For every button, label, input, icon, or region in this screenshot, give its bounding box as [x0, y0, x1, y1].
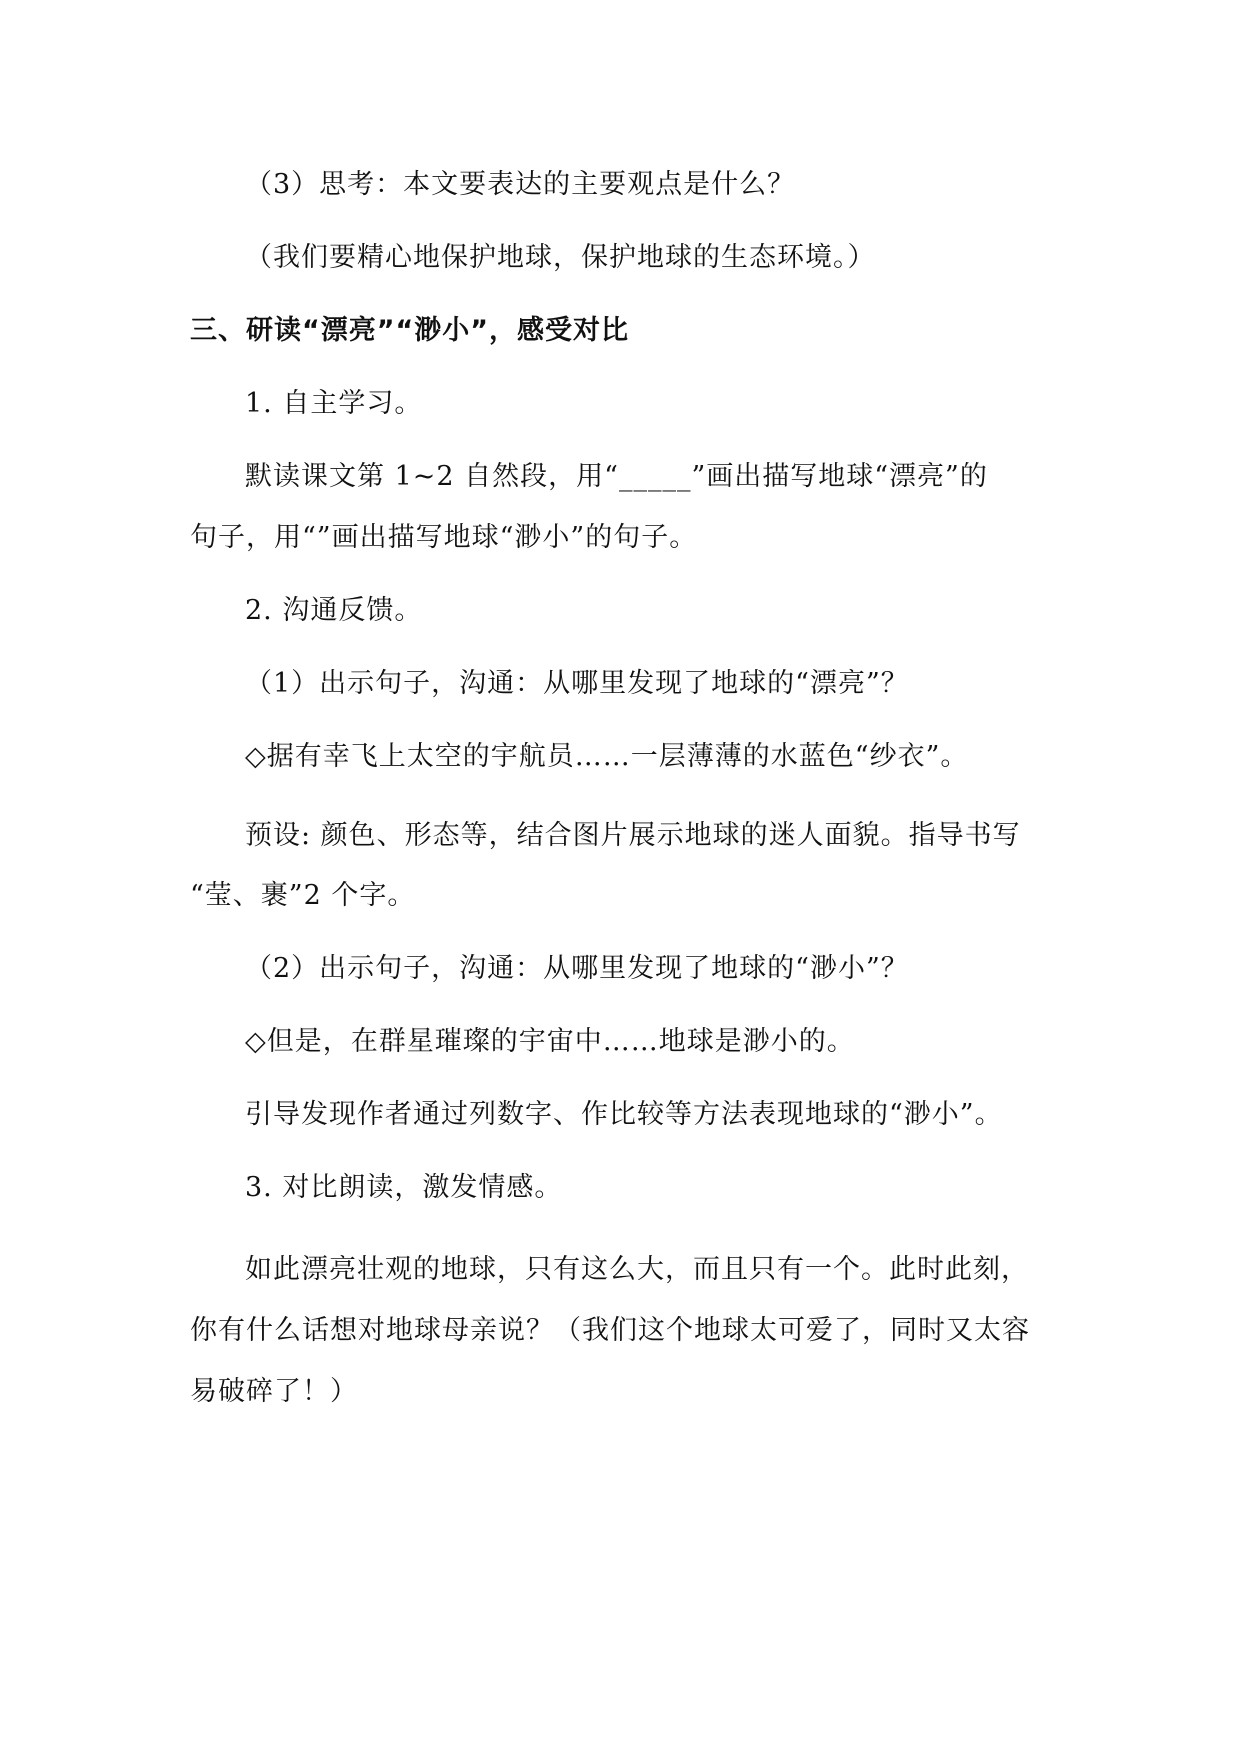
- preset-line-2: “莹、裹”2 个字。: [190, 880, 416, 911]
- step-3-title: 3. 对比朗读，激发情感。: [245, 1172, 563, 1203]
- quote-2: ◇但是，在群星璀璨的宇宙中……地球是渺小的。: [245, 1026, 855, 1057]
- sub-question-1: （1）出示句子，沟通：从哪里发现了地球的“漂亮”？: [245, 668, 909, 699]
- closing-line-3: 易破碎了！）: [190, 1376, 358, 1407]
- sub-question-2: （2）出示句子，沟通：从哪里发现了地球的“渺小”？: [245, 953, 909, 984]
- step-2-title: 2. 沟通反馈。: [245, 595, 423, 626]
- step-1-title: 1. 自主学习。: [245, 388, 423, 419]
- section-heading-3: 三、研读“漂亮”“渺小”，感受对比: [190, 315, 629, 346]
- closing-line-1: 如此漂亮壮观的地球，只有这么大，而且只有一个。此时此刻，: [245, 1254, 1029, 1285]
- quote-1: ◇据有幸飞上太空的宇航员……一层薄薄的水蓝色“纱衣”。: [245, 741, 969, 772]
- closing-line-2: 你有什么话想对地球母亲说？（我们这个地球太可爱了，同时又太容: [190, 1315, 1030, 1346]
- step-1-text-line-2: 句子，用“”画出描写地球“渺小”的句子。: [190, 522, 698, 553]
- guide-text: 引导发现作者通过列数字、作比较等方法表现地球的“渺小”。: [245, 1099, 1003, 1130]
- answer-3: （我们要精心地保护地球，保护地球的生态环境。）: [245, 242, 876, 273]
- step-1-text-line-1: 默读课文第 1~2 自然段，用“_____”画出描写地球“漂亮”的: [245, 461, 988, 492]
- question-3: （3）思考：本文要表达的主要观点是什么？: [245, 169, 796, 200]
- preset-line-1: 预设: 颜色、形态等，结合图片展示地球的迷人面貌。指导书写: [245, 820, 1021, 851]
